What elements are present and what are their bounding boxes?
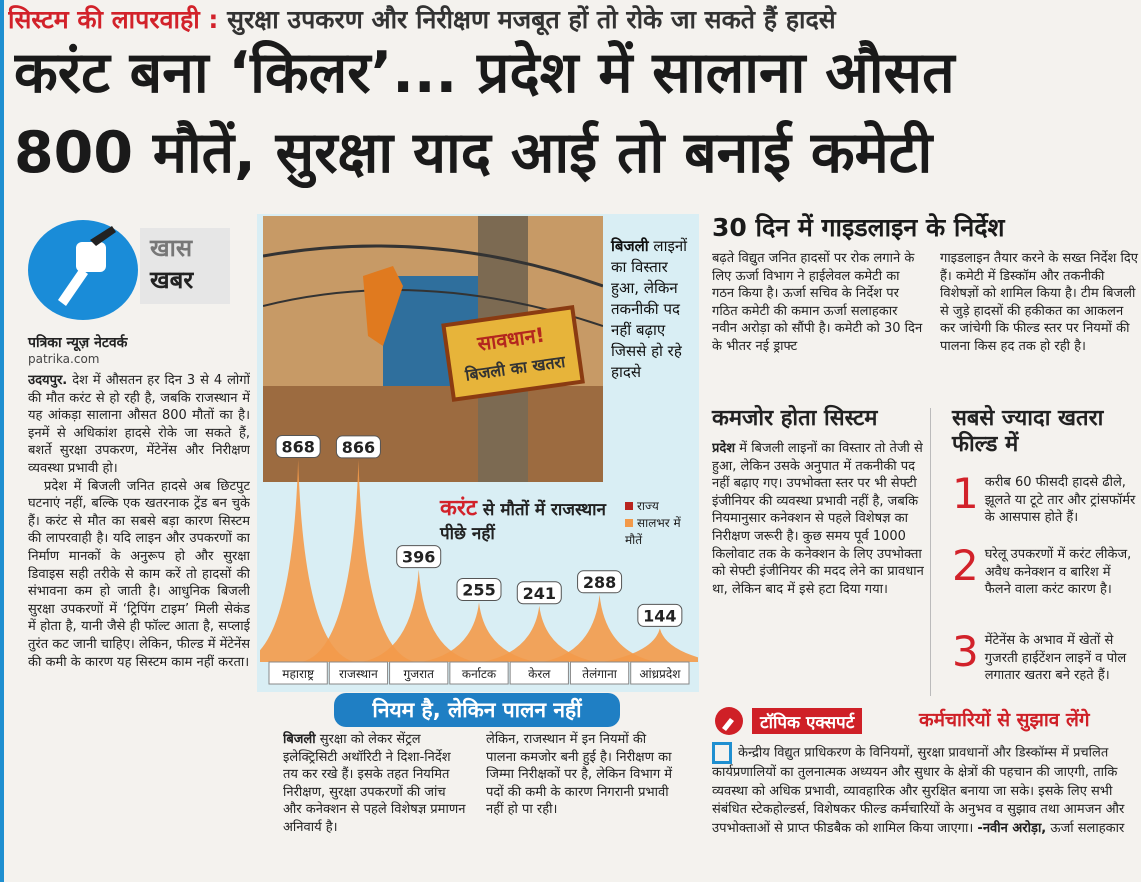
weak-system-body: में बिजली लाइनों का विस्तार तो तेजी से हुआ, लेकिन उसके अनुपात में तकनीकी पद नहीं बढ़ाए गए। उपभोक्ता स्तर पर भी सेफ्टी इंजीनियर की व्यवस्था प्रभावी नहीं है, जबकि नियमानुसार कनेक्शन से पहले विशेषज्ञ का निरीक्षण जरूरी है। कुछ समय पूर्व 1000 किलोवाट तक के कनेक्शन के लिए उपभोक्ता को सेफ्टी इंजीनियर की मदद लेने का प्रावधान था, लेकिन बाद में इसे हटा दिया गया।: [712, 441, 924, 597]
category-label: राजस्थान: [339, 667, 378, 681]
photo-caption-text: लाइनों का विस्तार हुआ, लेकिन तकनीकी पद नहीं बढ़ाए जिससे हो रहे हादसे: [611, 237, 688, 381]
sign-text-2: बिजली का खतरा: [464, 351, 567, 385]
expert-role: ऊर्जा सलाहकार: [1050, 820, 1125, 836]
risk-num-2: 2: [952, 546, 979, 590]
expert-label: टॉपिक एक्सपर्ट: [752, 708, 862, 734]
value-label-text: 241: [522, 583, 556, 603]
kicker-text: सुरक्षा उपकरण और निरीक्षण मजबूत हों तो रोके जा सकते हैं हादसे: [227, 5, 836, 34]
guideline-title: 30 दिन में गाइडलाइन के निर्देश: [712, 213, 1005, 242]
value-label-text: 866: [341, 437, 376, 457]
headline-line2: 800 मौतें, सुरक्षा याद आई तो बनाई कमेटी: [14, 120, 933, 186]
photo-caption: [611, 236, 689, 383]
value-label: [397, 546, 441, 568]
headline-line1: करंट बना ‘किलर’... प्रदेश में सालाना औसत: [14, 40, 955, 106]
value-label-text: 868: [281, 437, 315, 457]
kicker: [8, 2, 1133, 36]
dateline: उदयपुर.: [28, 373, 68, 388]
risk-num-1: 1: [952, 474, 979, 518]
legend-deaths-label: सालभर में मौतें: [625, 516, 681, 547]
risk-title: [952, 406, 1103, 458]
rules-col-1: [283, 731, 468, 876]
legend-state-swatch: [625, 502, 633, 510]
quote-icon: [712, 742, 732, 764]
rules-text-1: सुरक्षा को लेकर सेंट्रल इलेक्ट्रिसिटी अथॉरिटी ने दिशा-निर्देश तय कर रखे हैं। इसके तहत नियमित निरीक्षण, सुरक्षा उपकरणों की जांच और कनेक्शन से पहले विशेषज्ञ प्रमाणन अनिवार्य है।: [283, 732, 466, 835]
weak-system-text: [712, 440, 924, 698]
byline: पत्रिका न्यूज़ नेटवर्क: [28, 335, 128, 351]
khas-khabar-badge: [140, 228, 230, 304]
risk-item-3: [952, 632, 1140, 698]
expert-sign: -नवीन अरोड़ा,: [977, 820, 1047, 836]
risk-text-3: मेंटेनेंस के अभाव में खेतों से गुजरती हाईटेंशन लाइनें व पोल लगातार खतरा बने रहते हैं।: [984, 633, 1127, 684]
value-label-text: 288: [582, 572, 617, 592]
legend-state-label: राज्य: [637, 499, 659, 513]
left-para-1: देश में औसतन हर दिन 3 से 4 लोगों की मौत करंट से हो रही है, जबकि राजस्थान में यह आंकड़ा सालाना औसत 800 मौतों का है। इनमें से अधिकांश हादसे रोके जा सकते हैं, बशर्ते सुरक्षा उपकरण, मेंटेनेंस और निरीक्षण व्यवस्था प्रभावी हो।: [28, 373, 250, 476]
column-divider: [930, 408, 931, 696]
photo-caption-lead: बिजली: [611, 237, 649, 255]
value-label: [578, 571, 622, 593]
expert-body: केन्द्रीय विद्युत प्राधिकरण के विनियमों, सुरक्षा प्रावधानों और डिस्कॉम्स में प्रचलित कार्यप्रणालियों का तुलनात्मक अध्ययन और सुधार के क्षेत्रों की पहचान की जाएगी, ताकि व्यवस्था को अधिक प्रभावी, व्यावहारिक और सुरक्षित बनाया जा सके। इसके लिए सभी संबंधित स्टेकहोल्डर्स, विशेषकर फील्ड कर्मचारियों के अनुभव व सुझाव तथा आमजन और उपभोक्ताओं से प्राप्त फीडबैक को शामिल किया जाएगा।: [712, 745, 1125, 836]
expert-title: कर्मचारियों से सुझाव लेंगे: [919, 709, 1090, 731]
category-label: तेलंगाना: [582, 667, 617, 681]
weak-system-lead: प्रदेश: [712, 441, 736, 456]
rules-lead: बिजली: [283, 732, 316, 747]
guideline-col-1: बढ़ते विद्युत जनित हादसों पर रोक लगाने के लिए ऊर्जा विभाग ने हाईलेवल कमेटी का गठन किया है। ऊर्जा सचिव के निर्देश पर गठित कमेटी की कमान ऊर्जा सलाहकार नवीन अरोड़ा को सौंपी है। कमेटी को 30 दिन के भीतर नई ड्राफ्ट: [712, 251, 923, 354]
left-para-2: प्रदेश में बिजली जनित हादसे अब छिटपुट घटनाएं नहीं, बल्कि एक खतरनाक ट्रेंड बन चुके हैं। करंट से मौत का सबसे बड़ा कारण सिस्टम की लापरवाही है। यदि लाइन और उपकरणों का निर्माण मानकों के अनुरूप हो और सुरक्षा डिवाइस सही तरीके से काम करें तो हादसों की संभावना कम हो जाती है। आधुनिक बिजली सुरक्षा उपकरणों में ‘ट्रिपिंग टाइम’ मिली सेकंड में होता है, यानी जैसे ही फॉल्ट आता है, सप्लाई तुरंत कट जानी चाहिए। लेकिन, फील्ड में मेंटेनेंस की कमी के कारण यह सिस्टम काम नहीं करता।: [28, 478, 250, 670]
legend-deaths: [625, 515, 695, 549]
risk-text-1: करीब 60 फीसदी हादसे ढीले, झूलते या टूटे तार और ट्रांसफॉर्मर के आसपास होते हैं।: [984, 475, 1136, 526]
category-label: केरल: [528, 667, 551, 681]
category-label: महाराष्ट्र: [282, 667, 314, 681]
value-label: [517, 582, 561, 604]
sign-text-1: सावधान!: [475, 322, 547, 356]
chart-title: [440, 497, 620, 546]
category-label: गुजरात: [403, 667, 434, 681]
left-column: [28, 372, 250, 880]
rules-col-2: लेकिन, राजस्थान में इन नियमों की पालना कमजोर बनी हुई है। निरीक्षण का जिम्मा निरीक्षकों पर है, लेकिन विभाग में पदों की कमी के कारण निगरानी प्रभावी नहीं हो पा रही।: [486, 732, 673, 818]
guideline-col-2: गाइडलाइन तैयार करने के सख्त निर्देश दिए हैं। कमेटी में डिस्कॉम और तकनीकी विशेषज्ञों को शामिल किया है। टीम बिजली से जुड़े हादसों की हकीकत का आकलन कर जांचेगी कि फील्ड स्तर पर नियमों की पालना किस हद तक हो रही है।: [940, 251, 1138, 354]
value-label: [457, 579, 501, 601]
value-label: [336, 436, 380, 458]
kicker-label: सिस्टम की लापरवाही :: [8, 5, 219, 34]
risk-item-1: [952, 474, 1140, 544]
chart-title-rest: से मौतों में राजस्थान पीछे नहीं: [440, 500, 606, 544]
chart-title-red: करंट: [440, 496, 477, 521]
expert-text: [712, 742, 1140, 878]
badge-line1: खास: [150, 234, 193, 262]
risk-title-line1: सबसे ज्यादा खतरा: [952, 406, 1104, 431]
risk-title-line2: फील्ड में: [952, 432, 1019, 457]
edge-accent-bar: [0, 0, 4, 882]
risk-item-2: [952, 546, 1140, 616]
site-link[interactable]: patrika.com: [28, 352, 100, 366]
pen-fist-logo-icon: [28, 220, 138, 320]
risk-num-3: 3: [952, 632, 979, 676]
value-label-text: 255: [462, 580, 496, 600]
weak-system-title: कमजोर होता सिस्टम: [712, 406, 878, 431]
legend-state: [625, 498, 695, 515]
value-label: [276, 435, 320, 457]
badge-line2: खबर: [150, 266, 194, 294]
expert-header: [712, 706, 1137, 736]
value-label: [638, 604, 682, 626]
category-label: आंध्रप्रदेश: [639, 667, 681, 681]
rules-title: नियम है, लेकिन पालन नहीं: [334, 693, 620, 727]
legend-deaths-swatch: [625, 519, 633, 527]
chart-legend: [625, 498, 695, 549]
expert-logo-icon: [714, 706, 748, 736]
deaths-area-chart: [260, 420, 698, 690]
value-label-text: 396: [402, 547, 436, 567]
risk-text-2: घरेलू उपकरणों में करंट लीकेज, अवैध कनेक्शन व बारिश में फैलने वाला करंट कारण है।: [984, 547, 1132, 598]
value-label-text: 144: [643, 606, 677, 626]
category-label: कर्नाटक: [461, 667, 497, 681]
